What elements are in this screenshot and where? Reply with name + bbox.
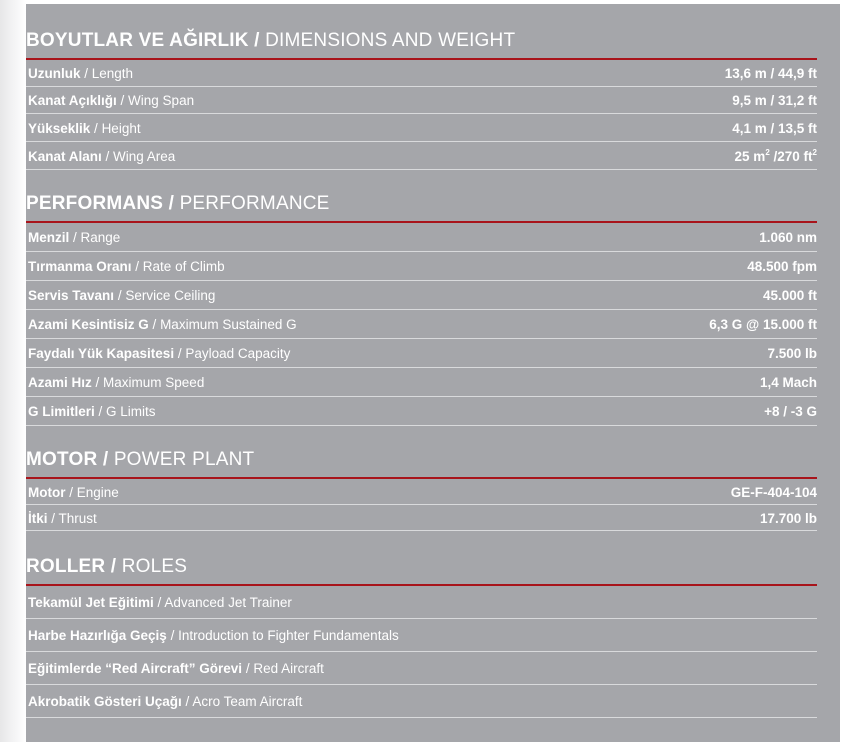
spec-row (26, 60, 817, 87)
heading-separator: / (163, 193, 180, 214)
label-separator: / (94, 404, 107, 419)
row-label-en: Wing Area (113, 149, 176, 164)
row-label-en: Maximum Sustained G (160, 317, 297, 332)
spec-row (26, 479, 817, 505)
label-separator: / (153, 595, 165, 610)
row-label-en: Introduction to Fighter Fundamentals (178, 628, 399, 643)
row-label-tr: Azami Hız (28, 375, 92, 390)
section-heading (26, 30, 515, 52)
row-label-tr: Azami Kesintisiz G (28, 317, 149, 332)
spec-row (26, 339, 817, 368)
row-value: 48.500 fpm (747, 259, 817, 274)
row-label-tr: Motor (28, 485, 66, 500)
role-row (26, 619, 817, 652)
heading-en: ROLES (121, 556, 188, 577)
heading-tr: MOTOR (26, 449, 98, 470)
label-separator: / (116, 93, 129, 108)
heading-tr: PERFORMANS (26, 193, 164, 214)
row-value: +8 / -3 G (764, 404, 817, 419)
row-label-tr: Kanat Alanı (28, 149, 102, 164)
row-value: 13,6 m / 44,9 ft (724, 66, 817, 81)
row-label-tr: Eğitimlerde “Red Aircraft” Görevi (28, 661, 243, 676)
spec-row (26, 368, 817, 397)
spec-row (26, 252, 817, 281)
role-row (26, 586, 817, 619)
row-value: 4,1 m / 13,5 ft (732, 121, 817, 136)
row-label-en: Wing Span (128, 93, 195, 108)
row-label-tr: Kanat Açıklığı (28, 93, 117, 108)
row-value: 17.700 lb (759, 511, 817, 526)
heading-en: PERFORMANCE (179, 193, 330, 214)
row-label-tr: Yükseklik (28, 121, 91, 136)
row-label-tr: Faydalı Yük Kapasitesi (28, 346, 175, 361)
label-separator: / (69, 230, 81, 245)
heading-separator: / (248, 30, 266, 51)
label-separator: / (181, 694, 193, 709)
heading-separator: / (105, 556, 122, 577)
row-label-tr: Servis Tavanı (28, 288, 115, 303)
label-separator: / (80, 66, 92, 81)
label-separator: / (174, 346, 186, 361)
heading-en: POWER PLANT (113, 449, 255, 470)
row-label-tr: G Limitleri (28, 404, 95, 419)
spec-row (26, 142, 817, 170)
row-label-tr: Akrobatik Gösteri Uçağı (28, 694, 182, 709)
spec-row (26, 223, 817, 252)
section-heading (26, 193, 330, 215)
row-label-en: Red Aircraft (253, 661, 324, 676)
heading-tr: ROLLER (26, 556, 106, 577)
spec-row (26, 281, 817, 310)
heading-tr: BOYUTLAR VE AĞIRLIK (26, 30, 249, 51)
row-value: 6,3 G @ 15.000 ft (709, 317, 817, 332)
row-value: GE-F-404-104 (730, 485, 817, 500)
row-value: 45.000 ft (762, 288, 817, 303)
row-value: 1.060 nm (759, 230, 817, 245)
row-label-tr: Tekamül Jet Eğitimi (28, 595, 154, 610)
label-separator: / (91, 375, 104, 390)
spec-row (26, 114, 817, 142)
row-label-en: Height (101, 121, 141, 136)
row-value: 7.500 lb (767, 346, 817, 361)
label-separator: / (114, 288, 126, 303)
role-row (26, 652, 817, 685)
section-heading (26, 556, 187, 578)
row-label-en: Rate of Climb (142, 259, 225, 274)
label-separator: / (90, 121, 102, 136)
row-label-en: Service Ceiling (125, 288, 216, 303)
row-label-en: Thrust (58, 511, 97, 526)
row-label-tr: Tırmanma Oranı (28, 259, 132, 274)
label-separator: / (166, 628, 179, 643)
row-label-en: G Limits (106, 404, 156, 419)
spec-row (26, 505, 817, 531)
row-label-en: Acro Team Aircraft (192, 694, 303, 709)
row-value: 25 $m^2$ /270 $ft^2$ (734, 148, 817, 164)
row-label-tr: İtki (28, 511, 48, 526)
spec-row (26, 397, 817, 426)
row-label-tr: Harbe Hazırlığa Geçiş (28, 628, 167, 643)
row-label-en: Engine (76, 485, 119, 500)
section-heading (26, 449, 254, 471)
row-label-en: Range (80, 230, 121, 245)
row-label-tr: Uzunluk (28, 66, 81, 81)
row-label-en: Maximum Speed (103, 375, 205, 390)
label-separator: / (47, 511, 59, 526)
row-value: 9,5 m / 31,2 ft (732, 93, 817, 108)
label-separator: / (242, 661, 254, 676)
row-label-en: Length (91, 66, 134, 81)
label-separator: / (65, 485, 77, 500)
spec-row (26, 310, 817, 339)
row-label-en: Payload Capacity (185, 346, 291, 361)
label-separator: / (148, 317, 161, 332)
row-label-en: Advanced Jet Trainer (164, 595, 292, 610)
label-separator: / (131, 259, 143, 274)
spec-row (26, 87, 817, 114)
row-label-tr: Menzil (28, 230, 70, 245)
row-value: 1,4 Mach (759, 375, 817, 390)
role-row (26, 685, 817, 718)
heading-separator: / (97, 449, 114, 470)
label-separator: / (101, 149, 114, 164)
heading-en: DIMENSIONS AND WEIGHT (265, 30, 516, 51)
